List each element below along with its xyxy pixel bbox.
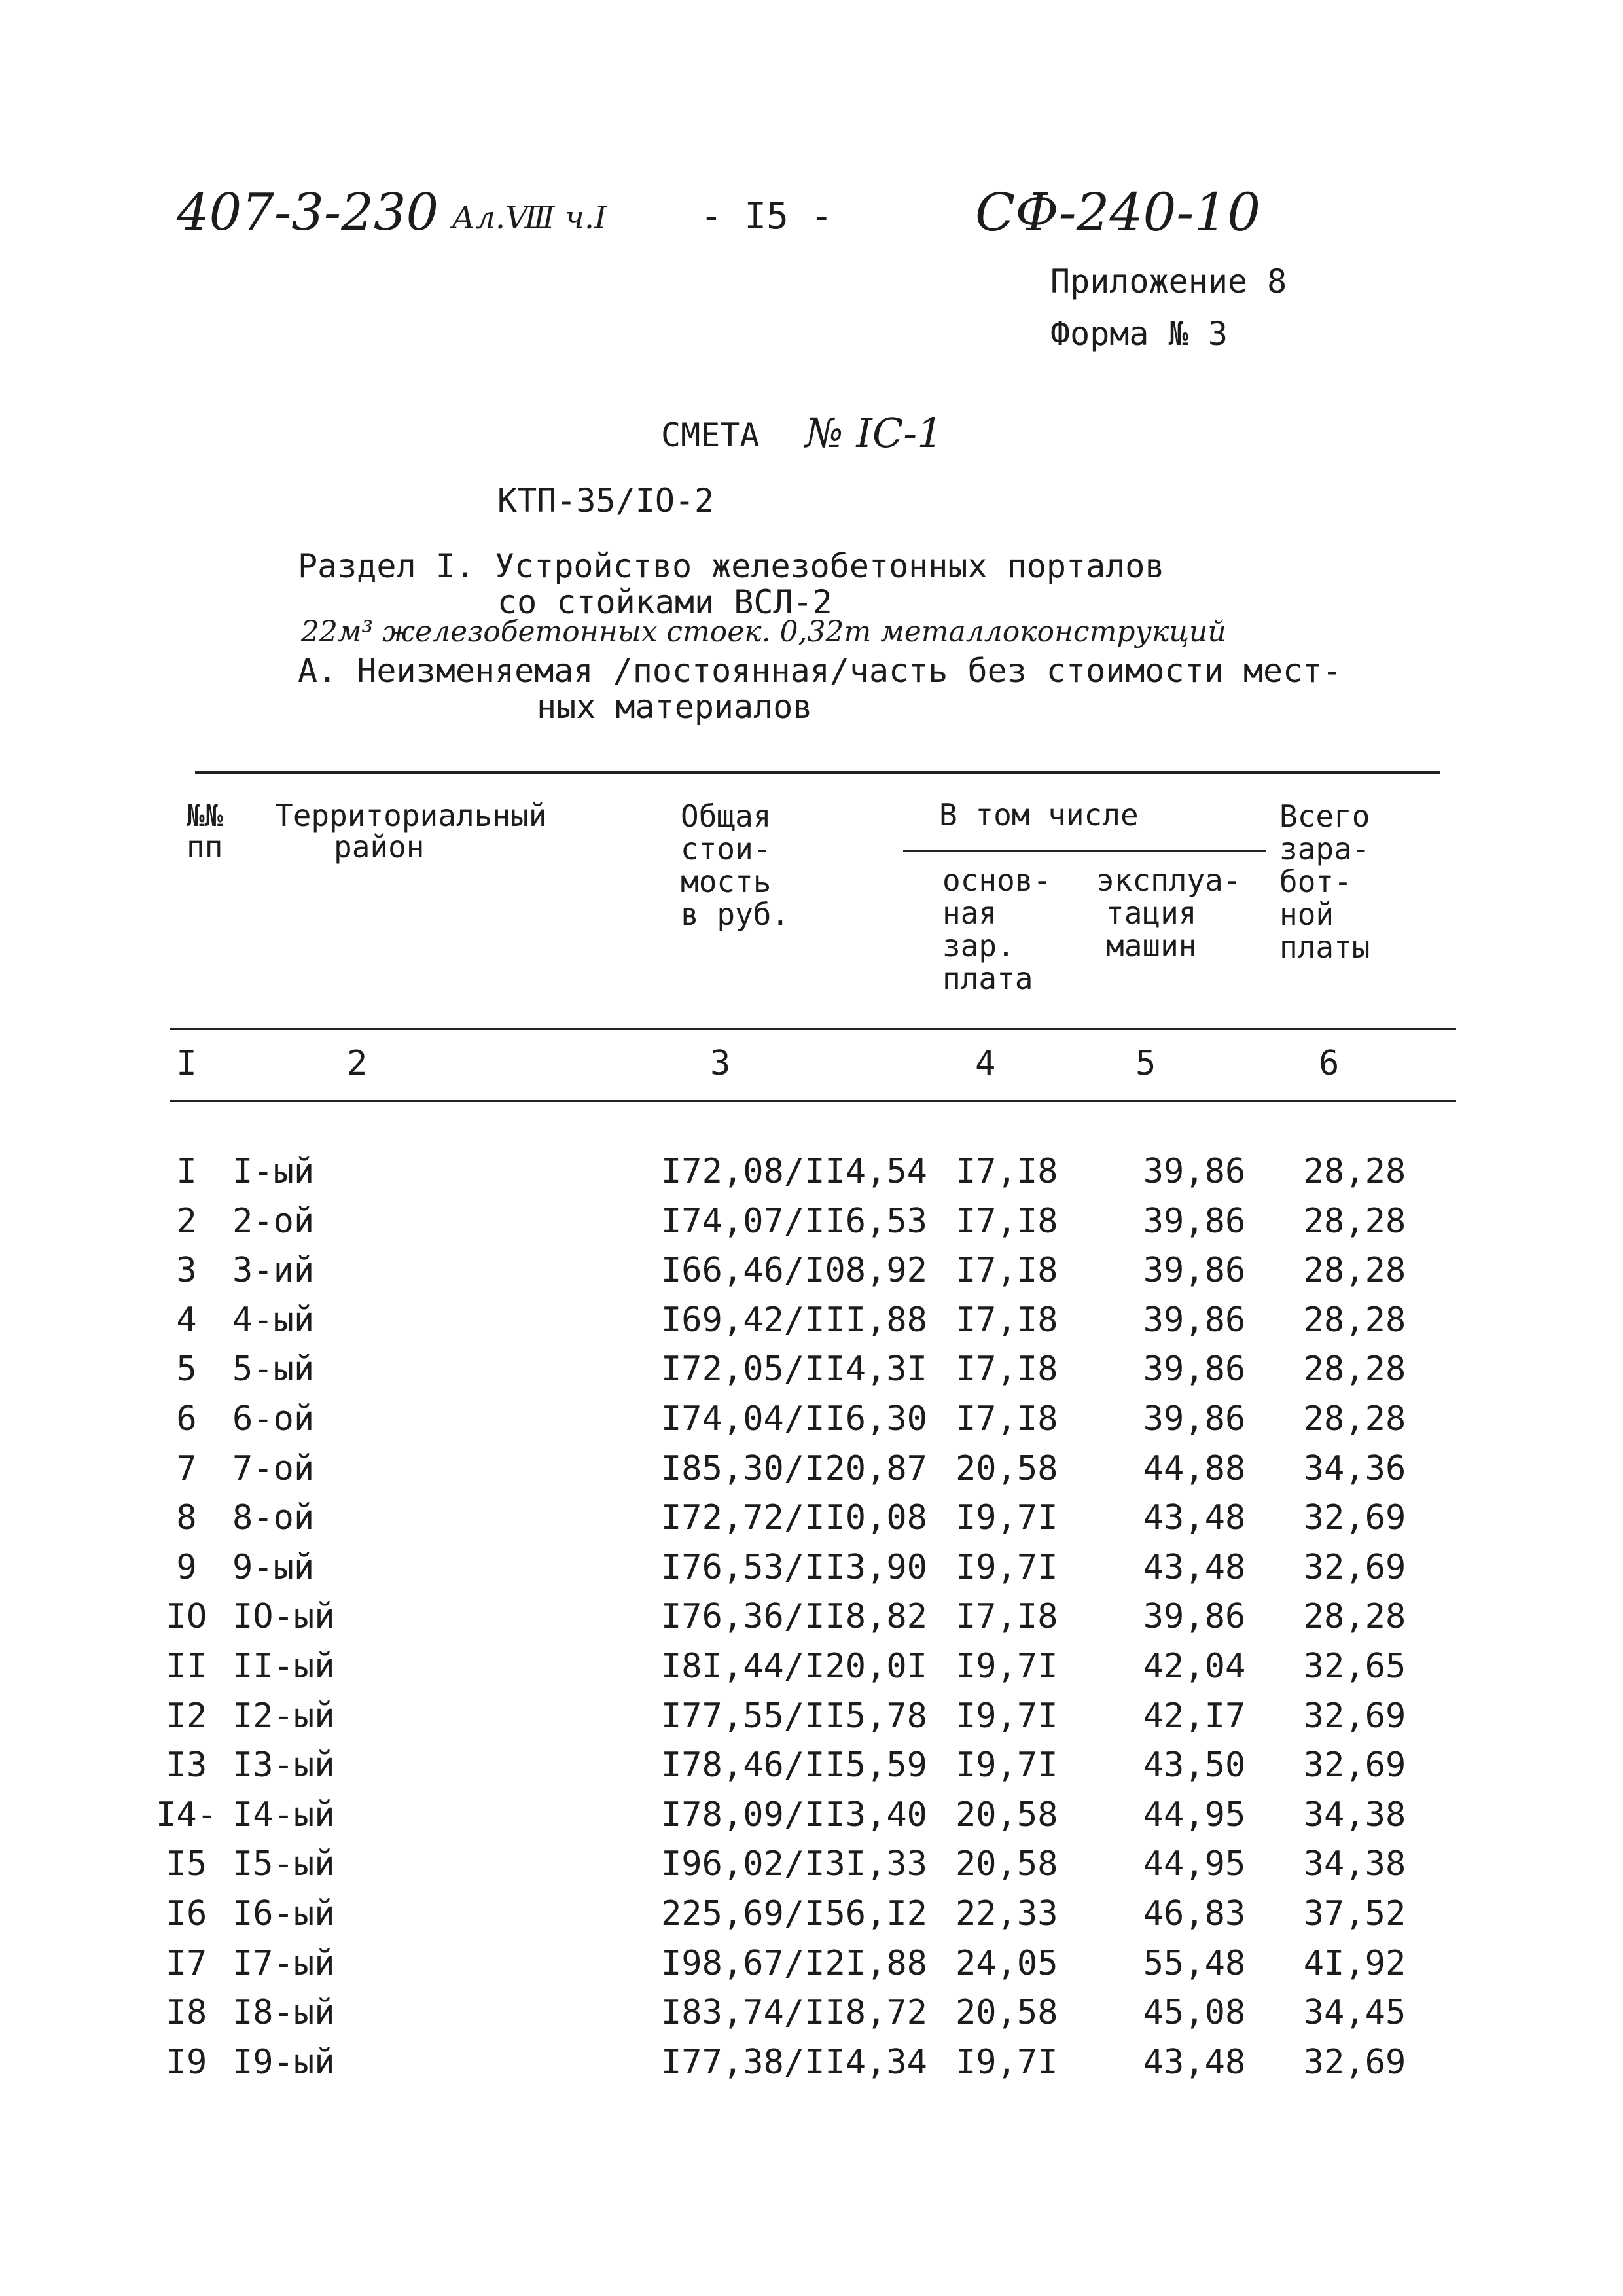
total-wage-cell: 28,28 — [1303, 1300, 1406, 1340]
total-cost-cell: I83,74/II8,72 — [661, 1993, 927, 2032]
row-number: 8 — [176, 1498, 197, 1537]
header-col1-line: №№ — [187, 798, 223, 833]
row-number: 4 — [176, 1300, 197, 1340]
header-col4-line: зар. — [942, 928, 1015, 963]
row-number: I — [176, 1152, 197, 1191]
table-row — [0, 1647, 1623, 1696]
header-col2-line: район — [334, 829, 425, 865]
header-col6-line: зара- — [1279, 831, 1370, 867]
total-cost-cell: I78,46/II5,59 — [661, 1746, 927, 1785]
appendix-label: Приложение 8 — [1050, 262, 1287, 300]
table-row — [0, 1795, 1623, 1845]
total-wage-cell: 34,45 — [1303, 1993, 1406, 2032]
base-wage-cell: I9,7I — [955, 1548, 1058, 1587]
total-cost-cell: I85,30/I20,87 — [661, 1449, 927, 1488]
table-top-rule — [195, 771, 1440, 774]
table-row — [0, 1498, 1623, 1548]
row-number: I8 — [166, 1993, 207, 2032]
machine-operation-cell: 43,48 — [1143, 1548, 1246, 1587]
machine-operation-cell: 43,48 — [1143, 1498, 1246, 1537]
district-cell: I2-ый — [232, 1696, 335, 1736]
header-col3-line: в руб. — [681, 897, 790, 932]
row-number: I2 — [166, 1696, 207, 1736]
total-wage-cell: 28,28 — [1303, 1202, 1406, 1241]
header-col6-line: платы — [1279, 929, 1370, 965]
table-row — [0, 1202, 1623, 1251]
row-number: 2 — [176, 1202, 197, 1241]
row-number: I7 — [166, 1944, 207, 1983]
table-row — [0, 1548, 1623, 1598]
section-title-line1: Раздел I. Устройство железобетонных порталов — [298, 547, 1165, 585]
part-title-line2: ных материалов — [537, 688, 813, 726]
column-number: I — [176, 1044, 197, 1083]
header-col4-line: ная — [942, 895, 997, 931]
total-wage-cell: 32,69 — [1303, 1696, 1406, 1736]
materials-note: 22м³ железобетонных стоек. 0,32т металлоконструкций — [301, 615, 1226, 649]
row-number: IO — [166, 1597, 207, 1636]
header-col1 — [187, 800, 265, 863]
total-wage-cell: 34,36 — [1303, 1449, 1406, 1488]
machine-operation-cell: 42,I7 — [1143, 1696, 1246, 1736]
machine-operation-cell: 39,86 — [1143, 1350, 1246, 1389]
table-row — [0, 1696, 1623, 1746]
base-wage-cell: 20,58 — [955, 1449, 1058, 1488]
total-cost-cell: I76,36/II8,82 — [661, 1597, 927, 1636]
total-cost-cell: I69,42/III,88 — [661, 1300, 927, 1340]
table-row — [0, 1944, 1623, 1994]
section-title-line2: со стойками ВСЛ-2 — [497, 583, 832, 621]
header-col2-line: Территориальный — [275, 798, 547, 833]
base-wage-cell: 22,33 — [955, 1894, 1058, 1933]
row-number: 9 — [176, 1548, 197, 1587]
table-row — [0, 1399, 1623, 1449]
base-wage-cell: I7,I8 — [955, 1202, 1058, 1241]
district-cell: IO-ый — [232, 1597, 335, 1636]
row-number: 7 — [176, 1449, 197, 1488]
total-wage-cell: 34,38 — [1303, 1844, 1406, 1884]
column-number: 4 — [975, 1044, 996, 1083]
header-col5 — [1096, 864, 1241, 962]
total-cost-cell: 225,69/I56,I2 — [661, 1894, 927, 1933]
base-wage-cell: I9,7I — [955, 2043, 1058, 2082]
district-cell: 9-ый — [232, 1548, 315, 1587]
machine-operation-cell: 55,48 — [1143, 1944, 1246, 1983]
table-row — [0, 1300, 1623, 1350]
district-cell: 5-ый — [232, 1350, 315, 1389]
header-col6 — [1279, 800, 1370, 963]
header-col6-line: бот- — [1279, 864, 1352, 899]
base-wage-cell: 24,05 — [955, 1944, 1058, 1983]
header-col4 — [942, 864, 1051, 995]
row-number: I4- — [156, 1795, 217, 1835]
total-wage-cell: 28,28 — [1303, 1399, 1406, 1439]
total-wage-cell: 28,28 — [1303, 1152, 1406, 1191]
total-wage-cell: 28,28 — [1303, 1251, 1406, 1290]
header-col3-line: стои- — [681, 831, 772, 867]
total-wage-cell: 32,69 — [1303, 1746, 1406, 1785]
base-wage-cell: 20,58 — [955, 1844, 1058, 1884]
smeta-label: СМЕТА — [661, 416, 760, 454]
table-row — [0, 1993, 1623, 2043]
district-cell: 2-ой — [232, 1202, 315, 1241]
header-col3-line: мость — [681, 864, 772, 899]
total-cost-cell: I74,04/II6,30 — [661, 1399, 927, 1439]
header-col5-line: тация — [1106, 895, 1197, 931]
total-cost-cell: I74,07/II6,53 — [661, 1202, 927, 1241]
machine-operation-cell: 39,86 — [1143, 1597, 1246, 1636]
column-number: 2 — [347, 1044, 368, 1083]
base-wage-cell: I9,7I — [955, 1498, 1058, 1537]
column-number: 6 — [1319, 1044, 1340, 1083]
column-numbers-rule — [170, 1100, 1456, 1102]
machine-operation-cell: 45,08 — [1143, 1993, 1246, 2032]
district-cell: I3-ый — [232, 1746, 335, 1785]
header-col3 — [681, 800, 789, 931]
total-wage-cell: 28,28 — [1303, 1597, 1406, 1636]
form-label: Форма № 3 — [1050, 315, 1228, 353]
header-col4-line: плата — [942, 961, 1033, 996]
header-col5-line: эксплуа- — [1096, 863, 1241, 898]
machine-operation-cell: 46,83 — [1143, 1894, 1246, 1933]
district-cell: I9-ый — [232, 2043, 335, 2082]
row-number: I3 — [166, 1746, 207, 1785]
district-cell: I5-ый — [232, 1844, 335, 1884]
machine-operation-cell: 44,88 — [1143, 1449, 1246, 1488]
table-row — [0, 1449, 1623, 1499]
part-title-line1: А. Неизменяемая /постоянная/часть без стоимости мест- — [298, 652, 1342, 690]
group-rule — [903, 850, 1266, 852]
district-cell: I-ый — [232, 1152, 315, 1191]
total-cost-cell: I98,67/I2I,88 — [661, 1944, 927, 1983]
base-wage-cell: I7,I8 — [955, 1597, 1058, 1636]
column-numbers-row — [0, 1044, 1623, 1094]
total-wage-cell: 32,65 — [1303, 1647, 1406, 1686]
district-cell: I4-ый — [232, 1795, 335, 1835]
district-cell: I8-ый — [232, 1993, 335, 2032]
document-code-suffix: Ал.Ⅷ ч.I — [452, 200, 607, 236]
base-wage-cell: 20,58 — [955, 1993, 1058, 2032]
total-cost-cell: I96,02/I3I,33 — [661, 1844, 927, 1884]
header-col2 — [275, 800, 546, 863]
table-row — [0, 1251, 1623, 1300]
district-cell: 6-ой — [232, 1399, 315, 1439]
sheet-code: СФ-240-10 — [975, 182, 1261, 243]
machine-operation-cell: 42,04 — [1143, 1647, 1246, 1686]
base-wage-cell: I7,I8 — [955, 1152, 1058, 1191]
row-number: I5 — [166, 1844, 207, 1884]
table-row — [0, 2043, 1623, 2092]
base-wage-cell: I9,7I — [955, 1746, 1058, 1785]
total-cost-cell: I78,09/II3,40 — [661, 1795, 927, 1835]
total-cost-cell: I72,72/II0,08 — [661, 1498, 927, 1537]
column-number: 5 — [1135, 1044, 1156, 1083]
district-cell: 7-ой — [232, 1449, 315, 1488]
machine-operation-cell: 44,95 — [1143, 1844, 1246, 1884]
machine-operation-cell: 39,86 — [1143, 1251, 1246, 1290]
header-col1-line: пп — [187, 829, 223, 865]
total-wage-cell: 32,69 — [1303, 1498, 1406, 1537]
machine-operation-cell: 39,86 — [1143, 1152, 1246, 1191]
total-wage-cell: 4I,92 — [1303, 1944, 1406, 1983]
machine-operation-cell: 39,86 — [1143, 1202, 1246, 1241]
total-cost-cell: I72,05/II4,3I — [661, 1350, 927, 1389]
base-wage-cell: I7,I8 — [955, 1251, 1058, 1290]
machine-operation-cell: 43,48 — [1143, 2043, 1246, 2082]
base-wage-cell: I7,I8 — [955, 1300, 1058, 1340]
district-cell: I6-ый — [232, 1894, 335, 1933]
district-cell: 4-ый — [232, 1300, 315, 1340]
total-wage-cell: 28,28 — [1303, 1350, 1406, 1389]
header-col5-line: машин — [1106, 928, 1197, 963]
header-col4-line: основ- — [942, 863, 1052, 898]
document-code: 407-3-230 — [177, 183, 439, 242]
total-wage-cell: 34,38 — [1303, 1795, 1406, 1835]
header-group: В том числе — [939, 797, 1139, 833]
table-row — [0, 1597, 1623, 1647]
table-row — [0, 1350, 1623, 1399]
total-wage-cell: 32,69 — [1303, 2043, 1406, 2082]
row-number: I6 — [166, 1894, 207, 1933]
header-col6-line: ной — [1279, 897, 1334, 932]
row-number: II — [166, 1647, 207, 1686]
district-cell: 8-ой — [232, 1498, 315, 1537]
table-row — [0, 1152, 1623, 1202]
total-cost-cell: I77,38/II4,34 — [661, 2043, 927, 2082]
base-wage-cell: I7,I8 — [955, 1399, 1058, 1439]
total-cost-cell: I66,46/I08,92 — [661, 1251, 927, 1290]
column-number: 3 — [710, 1044, 731, 1083]
base-wage-cell: I9,7I — [955, 1696, 1058, 1736]
total-cost-cell: I77,55/II5,78 — [661, 1696, 927, 1736]
row-number: 5 — [176, 1350, 197, 1389]
row-number: 3 — [176, 1251, 197, 1290]
row-number: I9 — [166, 2043, 207, 2082]
header-col3-line: Общая — [681, 798, 772, 834]
total-cost-cell: I8I,44/I20,0I — [661, 1647, 927, 1686]
table-row — [0, 1746, 1623, 1795]
machine-operation-cell: 43,50 — [1143, 1746, 1246, 1785]
total-wage-cell: 37,52 — [1303, 1894, 1406, 1933]
base-wage-cell: 20,58 — [955, 1795, 1058, 1835]
row-number: 6 — [176, 1399, 197, 1439]
smeta-number: № IС-1 — [805, 409, 943, 457]
header-col6-line: Всего — [1279, 798, 1370, 834]
base-wage-cell: I9,7I — [955, 1647, 1058, 1686]
district-cell: I7-ый — [232, 1944, 335, 1983]
total-cost-cell: I72,08/II4,54 — [661, 1152, 927, 1191]
total-wage-cell: 32,69 — [1303, 1548, 1406, 1587]
machine-operation-cell: 44,95 — [1143, 1795, 1246, 1835]
header-bottom-rule — [170, 1028, 1456, 1030]
machine-operation-cell: 39,86 — [1143, 1300, 1246, 1340]
machine-operation-cell: 39,86 — [1143, 1399, 1246, 1439]
district-cell: 3-ий — [232, 1251, 315, 1290]
page-number: - I5 - — [700, 195, 833, 238]
base-wage-cell: I7,I8 — [955, 1350, 1058, 1389]
subtitle: КТП-35/IO-2 — [497, 482, 715, 520]
total-cost-cell: I76,53/II3,90 — [661, 1548, 927, 1587]
table-row — [0, 1844, 1623, 1894]
table-row — [0, 1894, 1623, 1944]
district-cell: II-ый — [232, 1647, 335, 1686]
